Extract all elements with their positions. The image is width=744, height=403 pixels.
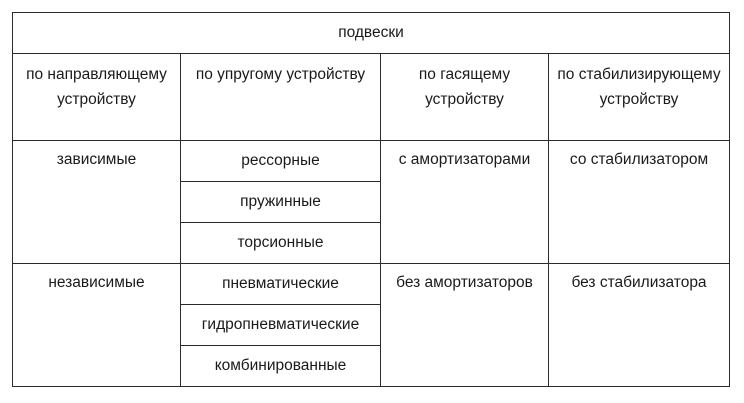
elastic-type-torsion: торсионные [181, 223, 381, 264]
stabilizing-type-without-stabilizer: без стабилизатора [549, 264, 730, 387]
suspension-classification-table [12, 12, 730, 387]
guide-type-dependent: зависимые [13, 141, 181, 264]
header-stabilizing-device: по стабилизирующему устройству [549, 54, 730, 141]
elastic-type-coil-spring: пружинные [181, 182, 381, 223]
elastic-type-leaf-spring: рессорные [181, 141, 381, 182]
stabilizing-type-with-stabilizer: со стабилизатором [549, 141, 730, 264]
title-row [13, 13, 730, 54]
header-row [13, 54, 730, 141]
suspension-classification-table-frame [12, 12, 729, 395]
header-elastic-device: по упругому устройству [181, 54, 381, 141]
header-guide-device: по направляющему устройству [13, 54, 181, 141]
damping-type-with-shock-absorbers: с амортизаторами [381, 141, 549, 264]
table-row [13, 264, 730, 305]
elastic-type-combined: комбинированные [181, 346, 381, 387]
elastic-type-hydropneumatic: гидропневматические [181, 305, 381, 346]
elastic-type-pneumatic: пневматические [181, 264, 381, 305]
damping-type-without-shock-absorbers: без амортизаторов [381, 264, 549, 387]
guide-type-independent: независимые [13, 264, 181, 387]
header-damping-device: по гасящему устройству [381, 54, 549, 141]
table-row [13, 141, 730, 182]
table-title: подвески [13, 13, 730, 54]
